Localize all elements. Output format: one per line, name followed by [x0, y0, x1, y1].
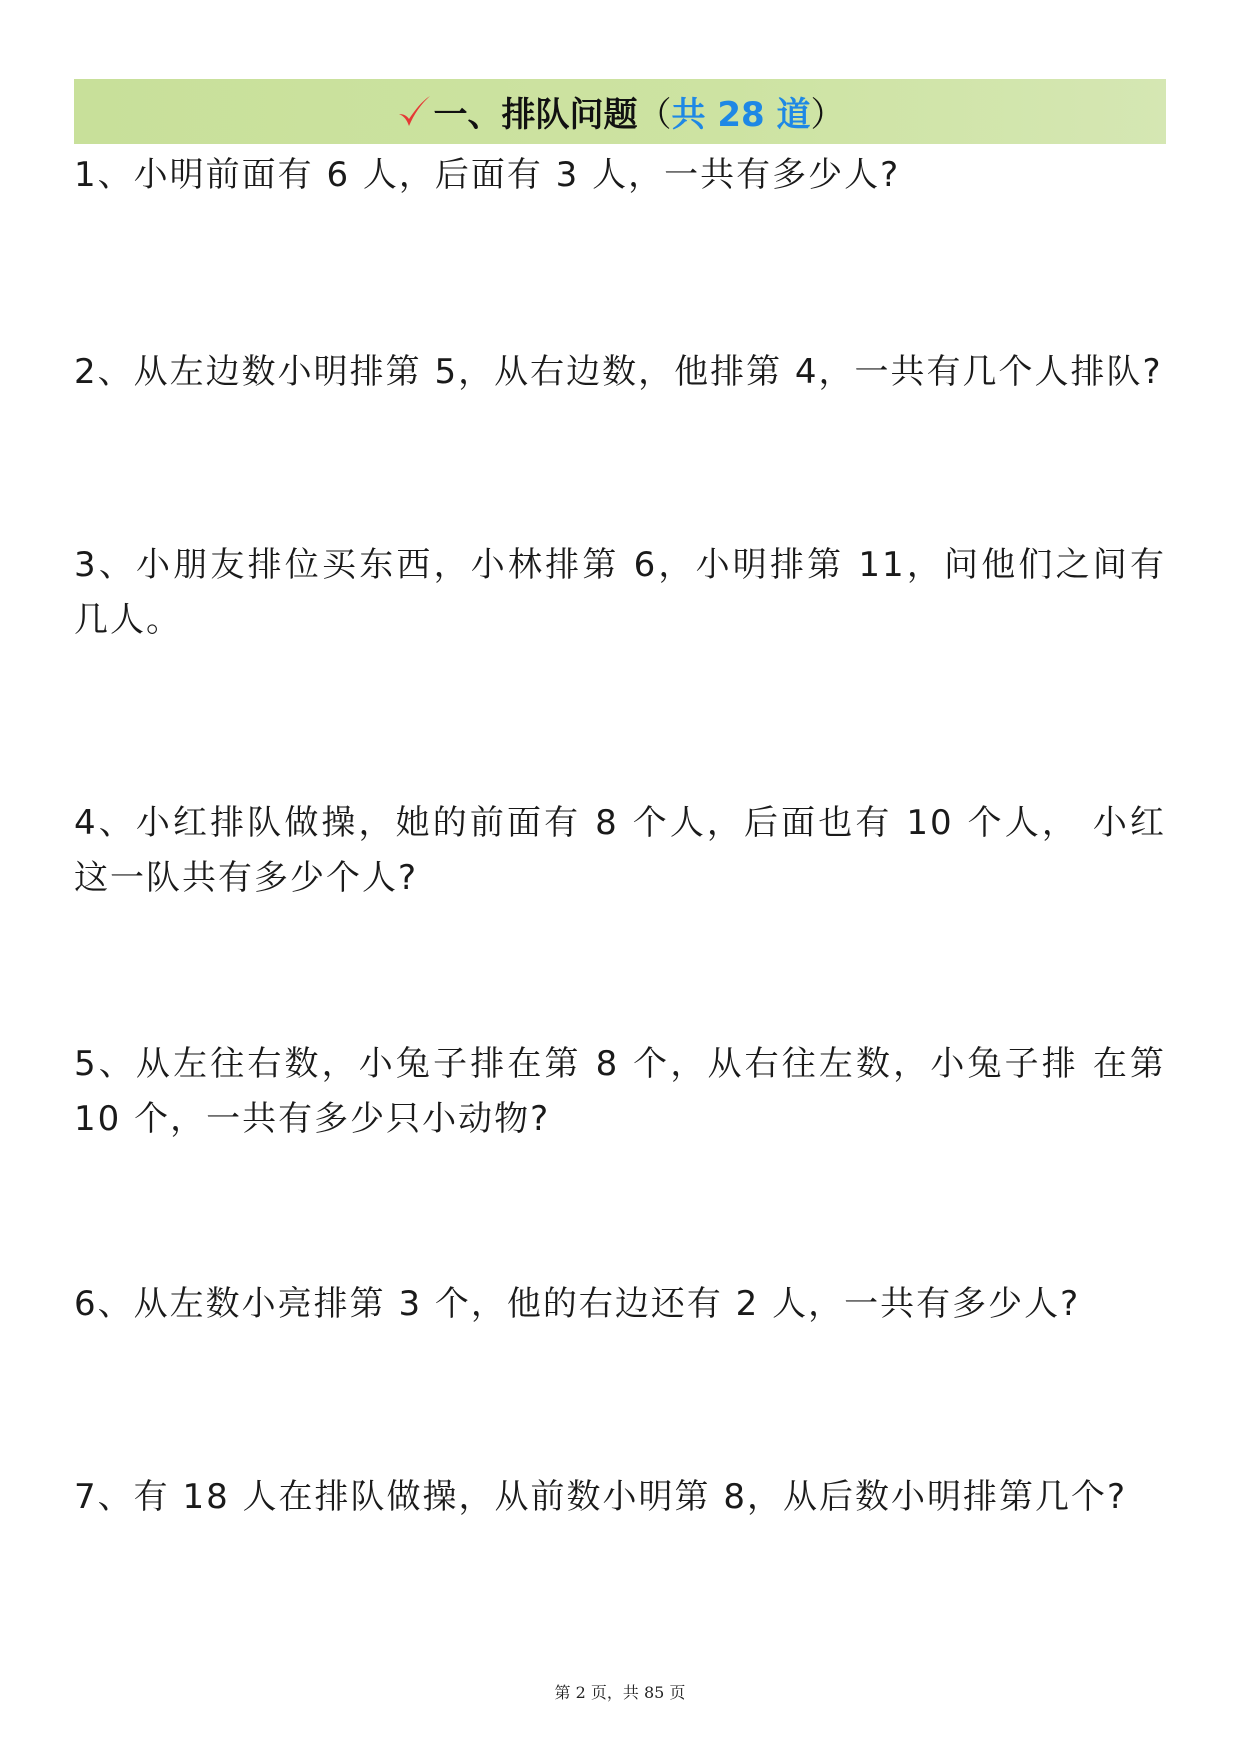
question-5: 5、从左往右数，小兔子排在第 8 个，从右往左数，小兔子排 在第 10 个，一共有多少只小动物? — [74, 1044, 1166, 1139]
question-6: 6、从左数小亮排第 3 个，他的右边还有 2 人，一共有多少人? — [74, 1284, 1081, 1324]
section-title — [396, 87, 845, 136]
question-2: 2、从左边数小明排第 5，从右边数，他排第 4，一共有几个人排队? — [74, 352, 1163, 392]
question-4: 4、小红排队做操，她的前面有 8 个人，后面也有 10 个人， 小红这一队共有多少个人? — [74, 803, 1166, 898]
question-1: 1、小明前面有 6 人，后面有 3 人，一共有多少人? — [74, 155, 901, 195]
check-icon — [396, 92, 432, 132]
open-paren: （ — [637, 95, 672, 135]
question-7: 7、有 18 人在排队做操，从前数小明第 8，从后数小明排第几个? — [74, 1477, 1127, 1517]
page-number: 第 2 页，共 85 页 — [554, 1683, 686, 1702]
section-header-bar — [74, 79, 1166, 144]
close-paren: ） — [810, 95, 845, 135]
question-count: 共 28 道 — [671, 95, 811, 135]
question-3: 3、小朋友排位买东西，小林排第 6，小明排第 11，问他们之间有几人。 — [74, 545, 1166, 640]
section-title-text: 一、排队问题 — [433, 95, 638, 135]
